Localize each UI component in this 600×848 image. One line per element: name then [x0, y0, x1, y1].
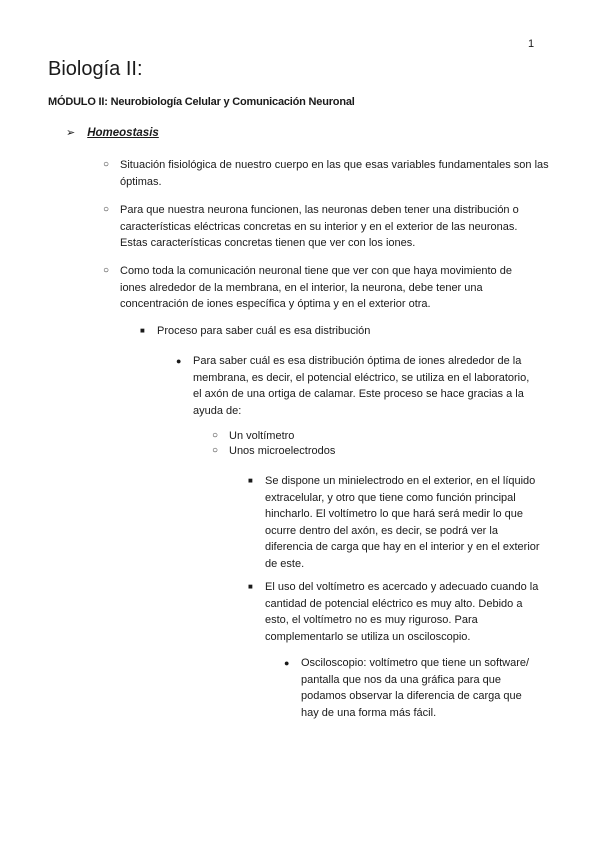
list-item-text: Para saber cuál es esa distribución óptima de iones alrededor de la membrana, es decir, el potencial eléctrico, se utiliza en el laboratorio, el axón de una ortiga de calamar. Este proceso se hace gracias a la ayuda de: — [193, 355, 530, 417]
list-item-text: Un voltímetro — [229, 430, 295, 442]
circle-bullet-icon: ○ — [212, 430, 219, 441]
list-item-text: Proceso para saber cuál es esa distribución — [157, 325, 371, 337]
arrow-bullet-icon: ➢ — [66, 127, 76, 139]
list-item — [212, 443, 529, 460]
list-item — [103, 157, 550, 190]
list-item-text: Unos microelectrodos — [229, 445, 336, 457]
circle-bullet-icon: ○ — [212, 445, 219, 456]
page-number: 1 — [528, 38, 535, 50]
disc-bullet-icon: ● — [284, 658, 290, 668]
list-item — [248, 579, 541, 645]
section-heading — [66, 126, 159, 139]
list-item — [248, 473, 541, 572]
disc-bullet-icon: ● — [176, 356, 182, 366]
list-item-text: Se dispone un minielectrodo en el exterior, en el líquido extracelular, y otro que tiene como función principal hincharlo. El voltímetro lo que hará será medir lo que ocurre dentro del axón, es decir, se podrá ver la diferencia de carga que hay en el interior y en el exterior de este. — [265, 475, 540, 570]
list-item-text: Para que nuestra neurona funcionen, las neuronas deben tener una distribución o características eléctricas concretas en su interior y en el exterior de las neuronas. Estas características concretas tienen que ver con los iones. — [120, 204, 519, 249]
list-item — [103, 263, 534, 313]
square-bullet-icon: ■ — [140, 326, 145, 335]
list-item — [140, 323, 537, 340]
list-item — [284, 655, 541, 721]
list-item-text: Osciloscopio: voltímetro que tiene un software/ pantalla que nos da una gráfica para que podamos observar la diferencia de carga que hay de una forma más fácil. — [301, 657, 530, 719]
module-heading: MÓDULO II: Neurobiología Celular y Comunicación Neuronal — [48, 96, 355, 108]
list-item — [176, 353, 533, 419]
section-label: Homeostasis — [87, 127, 159, 139]
circle-bullet-icon: ○ — [103, 204, 110, 215]
list-item — [103, 202, 538, 252]
list-item-text: Situación fisiológica de nuestro cuerpo en las que esas variables fundamentales son las óptimas. — [120, 159, 549, 188]
square-bullet-icon: ■ — [248, 582, 253, 591]
list-item-text: Como toda la comunicación neuronal tiene que ver con que haya movimiento de iones alrededor de la membrana, en el interior, la neurona, debe tener una concentración de iones específica y óptima y en el exterior otra. — [120, 265, 512, 310]
square-bullet-icon: ■ — [248, 476, 253, 485]
list-item-text: El uso del voltímetro es acercado y adecuado cuando la cantidad de potencial eléctrico es muy alto. Debido a esto, el voltímetro no es muy riguroso. Para complementarlo se utiliza un osciloscopio. — [265, 581, 539, 643]
circle-bullet-icon: ○ — [103, 159, 110, 170]
circle-bullet-icon: ○ — [103, 265, 110, 276]
page-title: Biología II: — [48, 58, 143, 80]
